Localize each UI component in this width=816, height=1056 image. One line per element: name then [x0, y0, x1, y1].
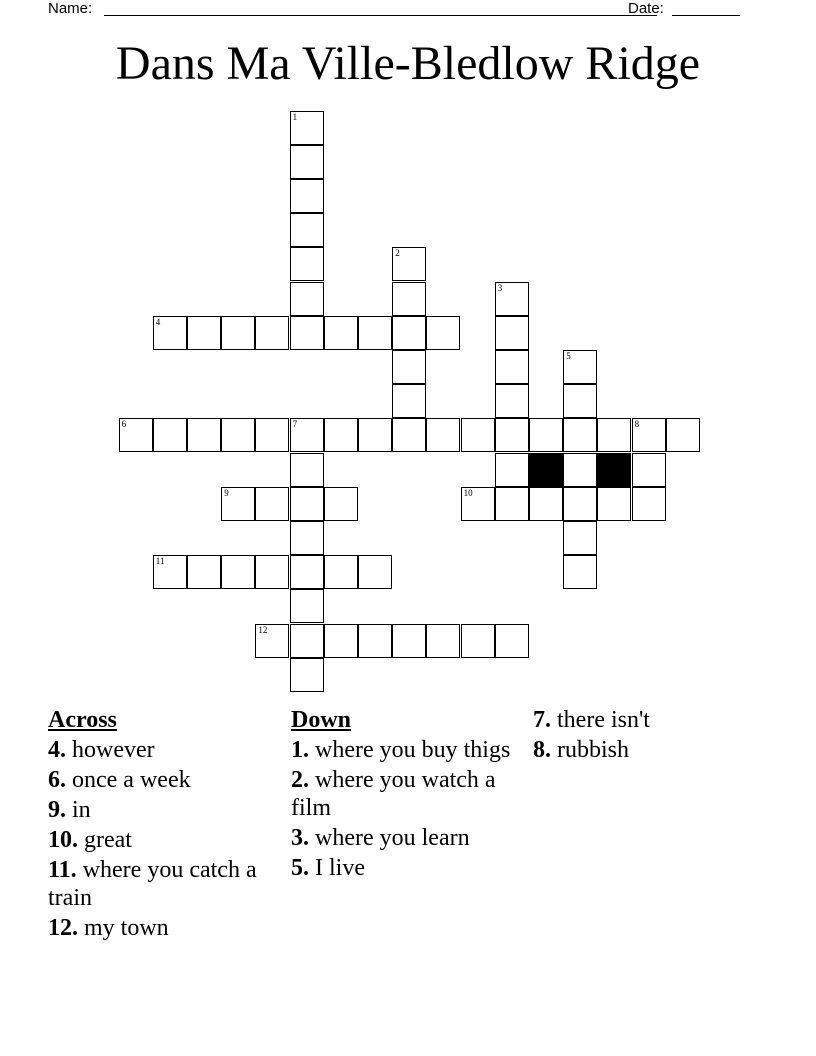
cell-number: 7 — [292, 419, 298, 430]
clue-number: 8. — [533, 737, 551, 763]
grid-cell[interactable] — [290, 624, 324, 658]
clue-text: where you buy thigs — [309, 737, 511, 763]
grid-cell[interactable] — [632, 453, 666, 487]
cell-number: 9 — [224, 487, 229, 498]
clue-number: 3. — [291, 825, 309, 851]
name-label: Name: — [48, 0, 93, 17]
clue-item — [291, 854, 521, 882]
cell-number: 8 — [634, 419, 640, 430]
clue-number: 2. — [291, 767, 309, 793]
clue-item — [291, 824, 521, 852]
down-clue-list-continued — [533, 706, 773, 764]
grid-cell[interactable] — [392, 282, 426, 316]
grid-cell[interactable] — [563, 350, 597, 384]
grid-cell[interactable] — [563, 418, 597, 452]
grid-cell[interactable] — [461, 418, 495, 452]
clue-number: 6. — [48, 767, 66, 793]
grid-cell[interactable] — [153, 316, 187, 350]
grid-cell[interactable] — [358, 418, 392, 452]
grid-cell[interactable] — [324, 487, 358, 521]
clue-item — [48, 914, 278, 942]
black-cell — [529, 453, 563, 487]
black-cell — [597, 453, 631, 487]
grid-cell[interactable] — [529, 418, 563, 452]
grid-cell[interactable] — [290, 658, 324, 692]
clue-item — [291, 766, 521, 822]
cell-number: 4 — [155, 316, 161, 327]
grid-cell[interactable] — [290, 418, 324, 452]
grid-cell[interactable] — [563, 384, 597, 418]
grid-cell[interactable] — [666, 418, 700, 452]
clue-number: 1. — [291, 737, 309, 763]
grid-cell[interactable] — [563, 521, 597, 555]
grid-cell[interactable] — [597, 487, 631, 521]
grid-cell[interactable] — [187, 418, 221, 452]
grid-cell[interactable] — [392, 316, 426, 350]
clue-number: 5. — [291, 855, 309, 881]
clue-item — [48, 736, 278, 764]
down-clues-continued — [533, 706, 773, 766]
grid-cell[interactable] — [290, 145, 324, 179]
grid-cell[interactable] — [119, 418, 153, 452]
clue-item — [291, 736, 521, 764]
clue-text: in — [66, 797, 91, 823]
cell-number: 6 — [121, 419, 127, 430]
grid-cell[interactable] — [495, 350, 529, 384]
grid-cell[interactable] — [392, 418, 426, 452]
clue-number: 4. — [48, 737, 66, 763]
clue-number: 12. — [48, 915, 78, 941]
grid-cell[interactable] — [632, 487, 666, 521]
grid-cell[interactable] — [221, 316, 255, 350]
clue-number: 11. — [48, 857, 77, 883]
grid-cell[interactable] — [290, 487, 324, 521]
cell-number: 10 — [463, 487, 473, 498]
grid-cell[interactable] — [529, 487, 563, 521]
grid-cell[interactable] — [187, 555, 221, 589]
cell-number: 5 — [566, 351, 571, 361]
grid-cell[interactable] — [632, 418, 666, 452]
grid-cell[interactable] — [392, 247, 426, 281]
clue-number: 9. — [48, 797, 66, 823]
grid-cell[interactable] — [426, 418, 460, 452]
clue-item — [48, 766, 278, 794]
cell-number: 12 — [258, 624, 268, 635]
grid-cell[interactable] — [324, 555, 358, 589]
grid-cell[interactable] — [290, 555, 324, 589]
down-heading: Down — [291, 707, 352, 733]
grid-cell[interactable] — [290, 179, 324, 213]
cell-number: 1 — [292, 111, 298, 122]
grid-cell[interactable] — [153, 555, 187, 589]
grid-cell[interactable] — [290, 453, 324, 487]
down-clue-list — [291, 736, 521, 882]
grid-cell[interactable] — [426, 316, 460, 350]
grid-cell[interactable] — [392, 624, 426, 658]
grid-cell[interactable] — [290, 521, 324, 555]
grid-cell[interactable] — [324, 316, 358, 350]
grid-cell[interactable] — [597, 418, 631, 452]
clue-text: once a week — [66, 767, 191, 793]
clue-number: 7. — [533, 707, 551, 733]
grid-cell[interactable] — [290, 589, 324, 623]
grid-cell[interactable] — [358, 555, 392, 589]
across-heading: Across — [48, 707, 117, 733]
clue-item — [48, 796, 278, 824]
page-title: Dans Ma Ville-Bledlow Ridge — [115, 37, 701, 90]
clue-number: 10. — [48, 827, 78, 853]
cell-number: 11 — [155, 556, 165, 567]
grid-cell[interactable] — [324, 418, 358, 452]
grid-cell[interactable] — [495, 453, 529, 487]
clue-text: my town — [78, 915, 169, 941]
grid-cell[interactable] — [495, 282, 529, 316]
grid-cell[interactable] — [221, 555, 255, 589]
clue-text: where you catch a train — [48, 857, 257, 911]
date-label: Date: — [628, 0, 664, 17]
grid-cell[interactable] — [392, 384, 426, 418]
grid-cell[interactable] — [255, 316, 289, 350]
clue-item — [48, 826, 278, 854]
clue-item — [533, 706, 773, 734]
grid-cell[interactable] — [495, 624, 529, 658]
grid-cell[interactable] — [426, 624, 460, 658]
grid-cell[interactable] — [187, 316, 221, 350]
grid-cell[interactable] — [563, 453, 597, 487]
clue-text: great — [78, 827, 132, 853]
grid-cell[interactable] — [461, 624, 495, 658]
grid-cell[interactable] — [290, 282, 324, 316]
grid-cell[interactable] — [324, 624, 358, 658]
grid-cell[interactable] — [290, 316, 324, 350]
grid-cell[interactable] — [255, 418, 289, 452]
grid-cell[interactable] — [563, 487, 597, 521]
grid-cell[interactable] — [392, 350, 426, 384]
grid-cell[interactable] — [290, 111, 324, 145]
grid-cell[interactable] — [461, 487, 495, 521]
grid-cell[interactable] — [255, 624, 289, 658]
grid-cell[interactable] — [495, 418, 529, 452]
grid-cell[interactable] — [495, 316, 529, 350]
clue-text: however — [66, 737, 155, 763]
across-clue-list — [48, 736, 278, 942]
grid-cell[interactable] — [290, 247, 324, 281]
grid-cell[interactable] — [358, 624, 392, 658]
cell-number: 2 — [395, 248, 400, 259]
grid-cell[interactable] — [563, 555, 597, 589]
grid-cell[interactable] — [255, 487, 289, 521]
clue-text: where you watch a film — [291, 767, 496, 821]
grid-cell[interactable] — [221, 487, 255, 521]
cell-number: 3 — [497, 282, 503, 293]
clue-item — [48, 856, 278, 912]
grid-cell[interactable] — [495, 487, 529, 521]
grid-cell[interactable] — [358, 316, 392, 350]
down-clues — [291, 706, 521, 884]
clue-text: where you learn — [309, 825, 470, 851]
clue-item — [533, 736, 773, 764]
across-clues — [48, 706, 278, 944]
clue-text: I live — [309, 855, 365, 881]
grid-cell[interactable] — [290, 213, 324, 247]
grid-cell[interactable] — [153, 418, 187, 452]
grid-cell[interactable] — [255, 555, 289, 589]
grid-cell[interactable] — [495, 384, 529, 418]
clue-text: rubbish — [551, 737, 629, 763]
grid-cell[interactable] — [221, 418, 255, 452]
clue-text: there isn't — [551, 707, 650, 733]
